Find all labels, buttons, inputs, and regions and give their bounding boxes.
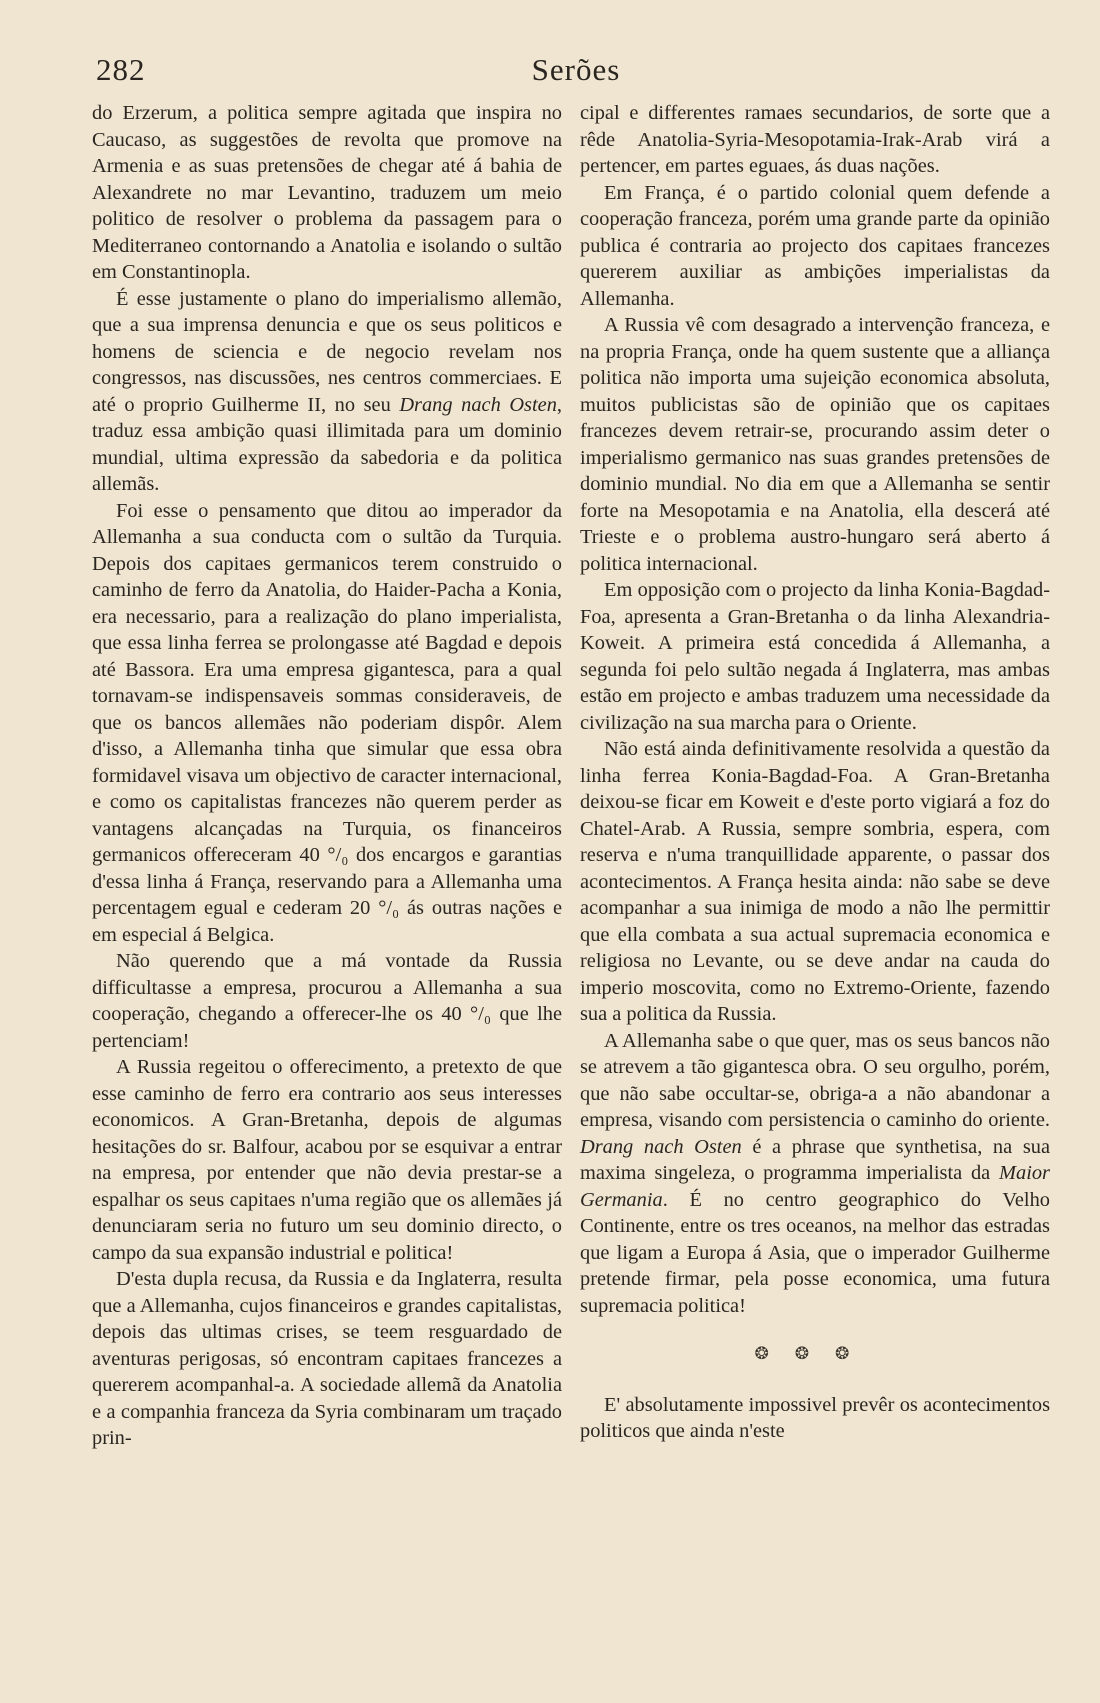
ornament-icon: ❂ [754,1344,795,1364]
paragraph: Em opposição com o projecto da linha Konia-Bagdad-Foa, apresenta a Gran-Bretanha o da linha Alexandria-Koweit. A primeira está concedida á Allemanha, a segunda foi pelo sultão negada á Inglaterra, mas ambas estão em projecto e ambas traduzem uma necessidade da civilização na sua marcha para o Oriente. [580,579,1050,734]
paragraph: do Erzerum, a politica sempre agitada que inspira no Caucaso, as suggestões de revolta que promove na Armenia e as suas pretensões de chegar até á bahia de Alexandrete no mar Levantino, traduzem um meio politico de resolver o problema da passagem para o Mediterraneo contornando a Anatolia e isolando o sultão em Constantinopla. [92,102,562,283]
paragraph: A Russia regeitou o offerecimento, a pretexto de que esse caminho de ferro era contrario aos seus interesses economicos. A Gran-Bretanha, depois de algumas hesitações do sr. Balfour, acabou por se esquivar a entrar na empresa, por entender que não devia prestar-se a espalhar os seus capitaes n'uma região que os allemães já denunciaram seria no futuro um seu dominio directo, o campo da sua expansão industrial e politica! [92,1056,562,1264]
paragraph [580,1028,1050,1320]
paragraph: A Russia vê com desagrado a intervenção franceza, e na propria França, onde ha quem sustente que a alliança politica não importa uma sujeição economica absoluta, muitos publicistas são de opinião que os capitaes francezes devem retrair-se, procurando assim deter o imperialismo germanico nas suas grandes pretensões de dominio mundial. No dia em que a Allemanha se sentir forte na Mesopotamia e na Anatolia, ella descerá até Trieste e o problema austro-hungaro será aberto á politica internacional. [580,314,1050,575]
ornament-icon: ❂ [794,1344,836,1364]
page-header [96,52,1056,92]
paragraph: cipal e differentes ramaes secundarios, de sorte que a rêde Anatolia-Syria-Mesopotamia-Irak-Arab virá a pertencer, em partes eguaes, ás duas nações. [580,102,1050,177]
paragraph: Não está ainda definitivamente resolvida a questão da linha ferrea Konia-Bagdad-Foa. A Gran-Bretanha deixou-se ficar em Koweit e d'este porto vigiará a foz do Chatel-Arab. A Russia, sempre sombria, espera, com reserva e n'uma tranquillidade apparente, o passar dos acontecimentos. A França hesita ainda: não sabe se deve acompanhar a sua inimiga de modo a não lhe permittir que ella combata a sua actual supremacia economica e religiosa no Levante, ou se deve andar na cauda do imperio moscovita, como no Extremo-Oriente, fazendo sua a politica da Russia. [580,738,1050,1025]
italic-phrase: Drang nach Osten [399,393,557,416]
paragraph-text: É esse justamente o plano do imperialismo allemão, que a sua imprensa denuncia e que os seus politicos e homens de sciencia e de negocio revelam nos congressos, nas discussões, nes centros commerciaes. E até o proprio Guilherme II, no seu [92,287,562,416]
paragraph-text: é a phrase que synthetisa, na sua maxima singeleza, o programma imperialista da [580,1135,1050,1184]
paragraph: D'esta dupla recusa, da Russia e da Inglaterra, resulta que a Allemanha, cujos financeiros e grandes capitalistas, depois das ultimas crises, se teem resguardado de aventuras perigosas, só encontram capitaes francezes a quererem acompanhal-a. A sociedade allemã da Anatolia e a companhia franceza da Syria combinaram um traçado prin- [92,1268,562,1449]
right-column [580,100,1050,1445]
paragraph: E' absolutamente impossivel prevêr os acontecimentos politicos que ainda n'este [580,1393,1050,1442]
paragraph-text: A Allemanha sabe o que quer, mas os seus bancos não se atrevem a tão gigantesca obra. O seu orgulho, porém, que não sabe occultar-se, obriga-a a não abandonar a empresa, visando com persistencia o caminho do oriente. [580,1029,1050,1131]
italic-phrase: Maior Germania [580,1162,1050,1211]
paragraph-text: , traduz essa ambição quasi illimitada para um dominio mundial, ultima expressão da sabedoria e da politica allemãs. [92,393,563,495]
left-column [92,100,562,1452]
paragraph: Não querendo que a má vontade da Russia difficultasse a empresa, procurou a Allemanha a sua cooperação, chegando a offerecer-lhe os 40 °/₀ que lhe pertenciam! [92,950,562,1052]
paragraph-text: . É no centro geographico do Velho Continente, entre os tres oceanos, na melhor das estradas que ligam a Europa á Asia, que o imperador Guilherme pretende firmar, pela posse economica, uma futura supremacia politica! [580,1188,1050,1317]
section-divider [580,1341,1050,1368]
page-number: 282 [96,52,146,87]
paragraph: Foi esse o pensamento que ditou ao imperador da Allemanha a sua conducta com o sultão da Turquia. Depois dos capitaes germanicos terem construido o caminho de ferro da Anatolia, do Haider-Pacha a Konia, era necessario, para a realização do plano imperialista, que essa linha ferrea se prolongasse até Bagdad e depois até Bassora. Era uma empresa gigantesca, para a qual tornavam-se indispensaveis sommas consideraveis, de que os bancos allemães não poderiam dispôr. Alem d'isso, a Allemanha tinha que simular que essa obra formidavel visava um objectivo de caracter internacional, e como os capitalistas francezes não querem perder as vantagens alcançadas na Turquia, os financeiros germanicos offereceram 40 °/₀ dos encargos e garantias d'essa linha á França, reservando para a Allemanha uma percentagem egual e cederam 20 °/₀ ás outras nações e em especial á Belgica. [92,499,562,946]
running-title: Serões [531,52,621,87]
ornament-icon: ❂ [835,1344,876,1364]
paragraph [92,286,562,498]
paragraph: Em França, é o partido colonial quem defende a cooperação franceza, porém uma grande parte da opinião publica é contraria ao projecto dos capitaes francezes quererem auxiliar as ambições imperialistas da Allemanha. [580,181,1050,310]
italic-phrase: Drang nach Osten [580,1135,742,1158]
